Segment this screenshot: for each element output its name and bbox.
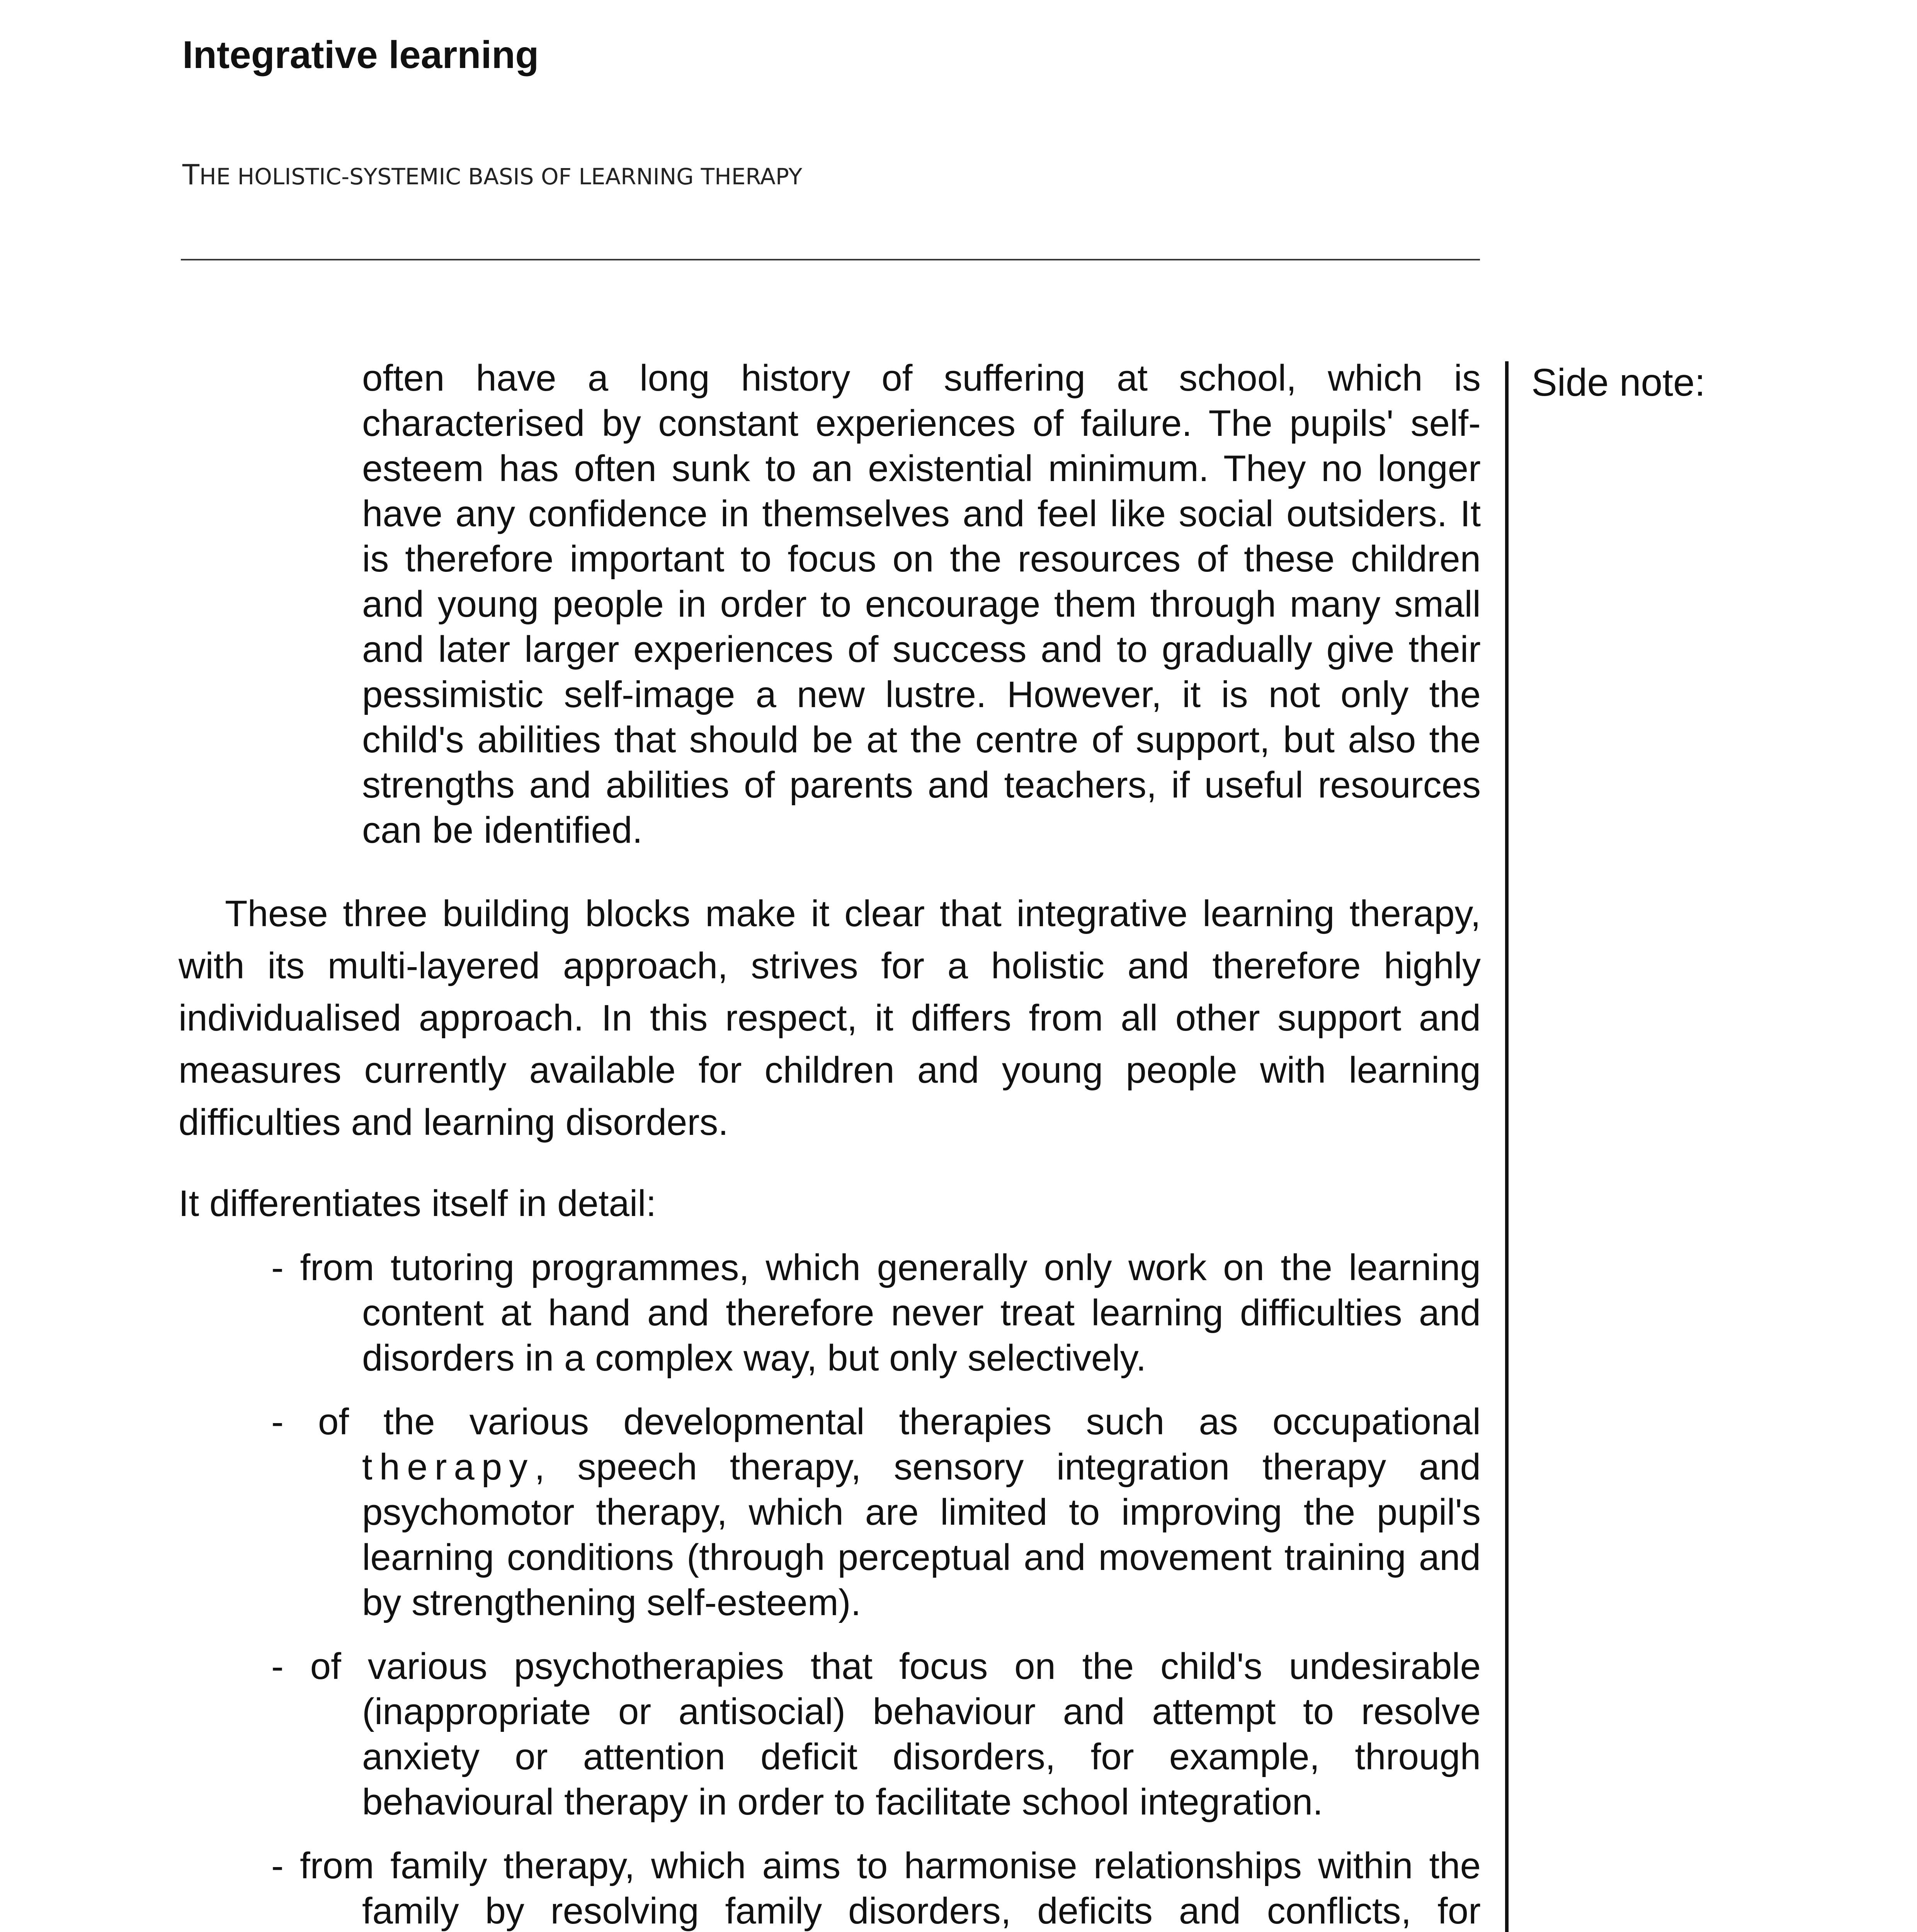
running-head (182, 158, 802, 191)
indented-paragraph: often have a long history of suffering at school, which is characterised by constant experiences of failure. The pupils' self-esteem has often sunk to an existential minimum. They no longer have any confidence in themselves and feel like social outsiders. It is therefore important to focus on the resources of these children and young people in order to encourage them through many small and later larger experiences of success and to gradually give their pessimistic self-image a new lustre. However, it is not only the child's abilities that should be at the centre of support, but also the strengths and abilities of parents and teachers, if useful resources can be identified. (362, 357, 1481, 851)
list-item-spaced-word: therapy (362, 1446, 535, 1488)
running-head-initial: T (182, 158, 199, 191)
margin-divider (1505, 361, 1509, 1932)
running-head-text: HE HOLISTIC-SYSTEMIC BASIS OF LEARNING THERAPY (199, 163, 803, 190)
document-title: Integrative learning (182, 33, 539, 77)
list-item: - of various psychotherapies that focus on the child's undesirable (inappropriate or antisocial) behaviour and attempt to resolve anxiety or attention deficit disorders, for example, through behavioural therapy in order to facilitate school integration. (271, 1646, 1481, 1823)
list-item-text: - of the various developmental therapies such as occupational (271, 1401, 1481, 1442)
side-note-label: Side note: (1531, 361, 1706, 404)
list-lead-in: It differentiates itself in detail: (179, 1183, 657, 1224)
differentiation-list (179, 1245, 1481, 1932)
list-item: - from tutoring programmes, which generally only work on the learning content at hand and therefore never treat learning difficulties and disorders in a complex way, but only selectively. (271, 1247, 1481, 1379)
list-item: - from family therapy, which aims to harmonise relationships within the family by resolving family disorders, deficits and conflicts, for (271, 1845, 1481, 1932)
header-divider (181, 259, 1480, 260)
body-text (179, 355, 1481, 1932)
main-paragraph: These three building blocks make it clear that integrative learning therapy, with its multi-layered approach, strives for a holistic and therefore highly individualised approach. In this respect, it differs from all other support and measures currently available for children and young people with learning difficulties and learning disorders. (179, 893, 1481, 1143)
list-item-text: , speech therapy, sensory integration therapy and psychomotor therapy, which are limited to improving the pupil's learning conditions (through perceptual and movement training and by strengthening self-esteem). (362, 1446, 1481, 1623)
list-item (271, 1399, 1481, 1625)
